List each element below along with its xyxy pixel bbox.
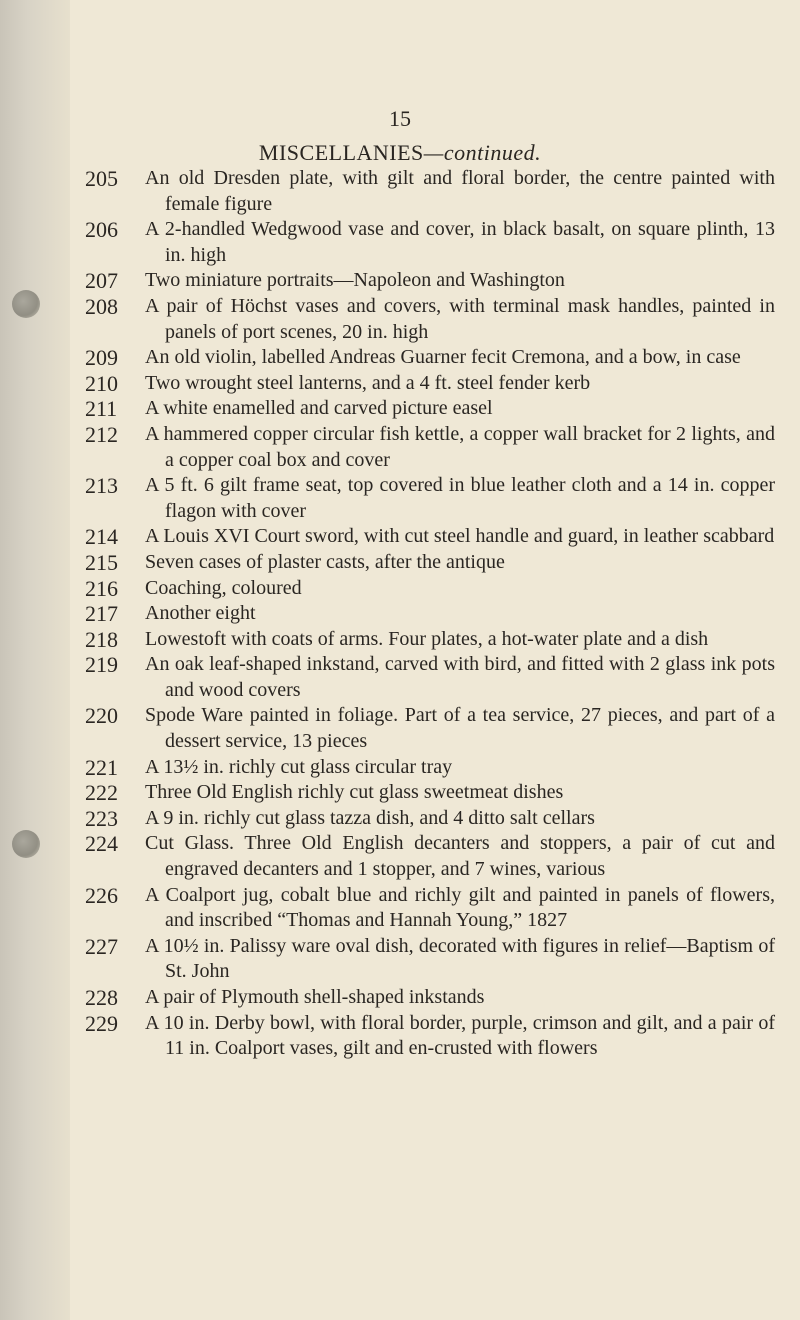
lot-number: 223: [85, 805, 118, 831]
lot-item: [85, 550, 775, 576]
page-number: 15: [389, 106, 411, 131]
lot-number: 211: [85, 396, 118, 422]
lot-number: 209: [85, 345, 118, 371]
lot-description: Spode Ware painted in foliage. Part of a tea service, 27 pieces, and part of a dessert service, 13 pieces: [145, 704, 775, 753]
page-edge-shadow: [0, 0, 70, 1320]
lot-description: Lowestoft with coats of arms. Four plates, a hot-water plate and a dish: [145, 627, 709, 650]
lot-number: 224: [85, 831, 118, 857]
lot-number: 221: [85, 754, 118, 780]
lot-number: 220: [85, 703, 118, 729]
lot-number: 226: [85, 882, 118, 908]
lot-description: Three Old English richly cut glass sweetmeat dishes: [145, 781, 564, 804]
lot-item: [85, 473, 775, 524]
lot-item: [85, 652, 775, 703]
lot-description: Two miniature portraits—Napoleon and Washington: [145, 269, 565, 292]
lot-item: [85, 985, 775, 1011]
lot-number: 213: [85, 473, 118, 499]
lot-item: [85, 576, 775, 602]
lot-number: 215: [85, 549, 118, 575]
lot-number: 214: [85, 524, 118, 550]
lot-description: Two wrought steel lanterns, and a 4 ft. steel fender kerb: [145, 371, 591, 394]
lot-item: [85, 1011, 775, 1062]
lot-number: 216: [85, 575, 118, 601]
lot-number: 217: [85, 601, 118, 627]
lot-number: 212: [85, 421, 118, 447]
stain-mark: [12, 830, 40, 858]
lot-description: A 10 in. Derby bowl, with floral border, purple, crimson and gilt, and a pair of 11 in. Coalport vases, gilt and en-crusted with flowers: [145, 1011, 775, 1060]
lot-item: [85, 755, 775, 781]
lot-description: A 2-handled Wedgwood vase and cover, in black basalt, on square plinth, 13 in. high: [145, 218, 775, 266]
lot-description: A 10½ in. Palissy ware oval dish, decorated with figures in relief—Baptism of St. John: [145, 934, 775, 983]
lot-item: [85, 780, 775, 806]
lot-description: Another eight: [145, 602, 256, 625]
lot-item: [85, 524, 775, 550]
lot-number: 222: [85, 780, 118, 806]
section-title-text: MISCELLANIES: [258, 140, 424, 165]
lot-description: A pair of Plymouth shell-shaped inkstands: [145, 986, 485, 1008]
lot-number: 206: [85, 217, 118, 243]
lot-number: 210: [85, 370, 118, 396]
lot-number: 229: [85, 1010, 118, 1036]
lot-item: [85, 934, 775, 985]
lot-description: An old Dresden plate, with gilt and floral border, the centre painted with female figure: [145, 167, 775, 215]
lot-number: 228: [85, 985, 118, 1010]
lot-description: Coaching, coloured: [145, 576, 302, 599]
lot-item: [85, 422, 775, 473]
lot-item: [85, 268, 775, 294]
lot-item: [85, 883, 775, 934]
lot-number: 219: [85, 652, 118, 678]
lot-description: A 9 in. richly cut glass tazza dish, and 4 ditto salt cellars: [145, 806, 595, 829]
lot-number: 218: [85, 626, 118, 652]
lot-description: A Coalport jug, cobalt blue and richly gilt and painted in panels of flowers, and inscribed “Thomas and Hannah Young,” 1827: [145, 883, 775, 932]
lot-description: An old violin, labelled Andreas Guarner fecit Cremona, and a bow, in case: [145, 346, 741, 369]
lot-item: [85, 806, 775, 832]
lot-number: 227: [85, 933, 118, 959]
lot-number: 208: [85, 293, 118, 319]
lot-item: [85, 294, 775, 345]
section-title-continued: —continued.: [423, 140, 542, 165]
lot-number: 205: [85, 166, 118, 191]
stain-mark: [12, 290, 40, 318]
lot-description: A white enamelled and carved picture easel: [145, 397, 493, 420]
lot-item: [85, 831, 775, 882]
lot-item: [85, 345, 775, 371]
lot-item: [85, 601, 775, 627]
lot-item: [85, 371, 775, 397]
lot-description: A pair of Höchst vases and covers, with terminal mask handles, painted in panels of port scenes, 20 in. high: [145, 294, 775, 343]
lot-description: A 13½ in. richly cut glass circular tray: [145, 755, 453, 778]
lot-list: [85, 166, 775, 1062]
lot-item: [85, 627, 775, 653]
lot-item: [85, 396, 775, 422]
lot-description: Cut Glass. Three Old English decanters and stoppers, a pair of cut and engraved decanters and 1 stopper, and 7 wines, various: [145, 832, 775, 881]
lot-item: [85, 166, 775, 217]
lot-number: 207: [85, 268, 118, 294]
lot-item: [85, 217, 775, 268]
lot-description: Seven cases of plaster casts, after the antique: [145, 550, 505, 573]
section-title: [0, 140, 800, 166]
lot-description: A Louis XVI Court sword, with cut steel handle and guard, in leather scabbard: [145, 525, 775, 548]
lot-description: A 5 ft. 6 gilt frame seat, top covered in blue leather cloth and a 14 in. copper flagon with cover: [145, 474, 775, 522]
lot-description: A hammered copper circular fish kettle, a copper wall bracket for 2 lights, and a copper coal box and cover: [145, 422, 775, 471]
lot-item: [85, 703, 775, 754]
lot-description: An oak leaf-shaped inkstand, carved with bird, and fitted with 2 glass ink pots and wood covers: [145, 653, 775, 701]
